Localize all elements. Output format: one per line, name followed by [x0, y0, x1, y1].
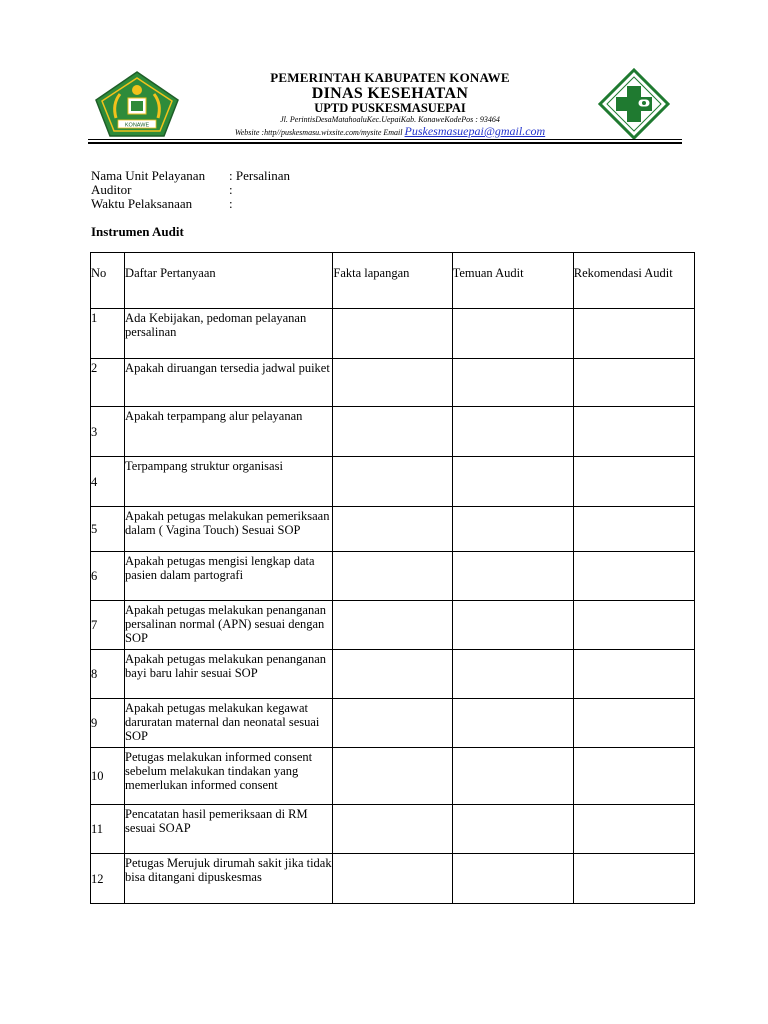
- row-question: Apakah petugas melakukan pemeriksaan dalam ( Vagina Touch) Sesuai SOP: [125, 507, 333, 552]
- cell-finding[interactable]: [452, 748, 573, 805]
- cell-fact[interactable]: [333, 552, 452, 601]
- cell-fact[interactable]: [333, 457, 452, 507]
- row-question: Apakah terpampang alur pelayanan: [125, 407, 333, 457]
- cell-finding[interactable]: [452, 650, 573, 699]
- header-recommendation: Rekomendasi Audit: [573, 253, 694, 309]
- cell-recommendation[interactable]: [573, 650, 694, 699]
- table-row: [91, 748, 695, 805]
- field-time: [91, 196, 233, 212]
- cell-fact[interactable]: [333, 650, 452, 699]
- field-time-sep: :: [229, 196, 233, 211]
- row-question: Terpampang struktur organisasi: [125, 457, 333, 507]
- table-row: [91, 805, 695, 854]
- department-name: DINAS KESEHATAN: [311, 85, 469, 102]
- website-line: [190, 124, 590, 139]
- table-row: [91, 407, 695, 457]
- row-no: 9: [91, 699, 125, 748]
- row-question: Ada Kebijakan, pedoman pelayanan persalinan: [125, 309, 333, 359]
- row-no: 12: [91, 854, 125, 904]
- field-unit-value: Persalinan: [235, 168, 291, 183]
- unit-name: UPTD PUSKESMASUEPAI: [314, 101, 466, 115]
- row-no: 4: [91, 457, 125, 507]
- row-question: Apakah petugas melakukan penanganan persalinan normal (APN) sesuai dengan SOP: [125, 601, 333, 650]
- cell-recommendation[interactable]: [573, 457, 694, 507]
- cell-recommendation[interactable]: [573, 407, 694, 457]
- field-unit-label: Nama Unit Pelayanan: [91, 168, 206, 183]
- table-row: [91, 507, 695, 552]
- government-name: PEMERINTAH KABUPATEN KONAWE: [270, 70, 510, 85]
- cell-recommendation[interactable]: [573, 507, 694, 552]
- row-no: 7: [91, 601, 125, 650]
- field-unit-sep: :: [229, 168, 233, 183]
- cell-fact[interactable]: [333, 854, 452, 904]
- row-question: Pencatatan hasil pemeriksaan di RM sesuai SOAP: [125, 805, 333, 854]
- row-no: 1: [91, 309, 125, 359]
- cell-fact[interactable]: [333, 359, 452, 407]
- cell-recommendation[interactable]: [573, 805, 694, 854]
- audit-table: [90, 252, 695, 904]
- row-question: Apakah diruangan tersedia jadwal puiket: [125, 359, 333, 407]
- field-auditor-label: Auditor: [91, 182, 132, 197]
- row-question: Petugas Merujuk dirumah sakit jika tidak bisa ditangani dipuskesmas: [125, 854, 333, 904]
- cell-finding[interactable]: [452, 699, 573, 748]
- table-row: [91, 457, 695, 507]
- cell-recommendation[interactable]: [573, 748, 694, 805]
- cell-finding[interactable]: [452, 552, 573, 601]
- row-no: 2: [91, 359, 125, 407]
- email-link[interactable]: Puskesmasuepai@gmail.com: [404, 124, 546, 138]
- header-no: No: [91, 253, 125, 309]
- cell-finding[interactable]: [452, 407, 573, 457]
- cell-finding[interactable]: [452, 309, 573, 359]
- cell-recommendation[interactable]: [573, 552, 694, 601]
- row-no: 6: [91, 552, 125, 601]
- cell-recommendation[interactable]: [573, 359, 694, 407]
- cell-finding[interactable]: [452, 805, 573, 854]
- row-no: 10: [91, 748, 125, 805]
- header-fact: Fakta lapangan: [333, 253, 452, 309]
- row-no: 3: [91, 407, 125, 457]
- cell-finding[interactable]: [452, 507, 573, 552]
- cell-fact[interactable]: [333, 309, 452, 359]
- cell-fact[interactable]: [333, 748, 452, 805]
- table-header-row: [91, 253, 695, 309]
- table-row: [91, 650, 695, 699]
- cell-finding[interactable]: [452, 601, 573, 650]
- cell-recommendation[interactable]: [573, 309, 694, 359]
- row-question: Apakah petugas melakukan penanganan bayi baru lahir sesuai SOP: [125, 650, 333, 699]
- field-auditor-sep: :: [229, 182, 233, 197]
- konawe-regency-logo: [94, 70, 180, 138]
- row-question: Apakah petugas mengisi lengkap data pasien dalam partografi: [125, 552, 333, 601]
- header-rule-thick: [88, 142, 682, 144]
- cell-fact[interactable]: [333, 699, 452, 748]
- logo-banner-text: KONAWE: [124, 122, 150, 129]
- table-row: [91, 854, 695, 904]
- row-question: Apakah petugas melakukan kegawat daruratan maternal dan neonatal sesuai SOP: [125, 699, 333, 748]
- address-line: Jl. PerintisDesaMatahoaluKec.UepaiKab. KonaweKodePos : 93464: [280, 115, 500, 124]
- header-question: Daftar Pertanyaan: [125, 253, 333, 309]
- cell-finding[interactable]: [452, 359, 573, 407]
- cell-fact[interactable]: [333, 507, 452, 552]
- cell-fact[interactable]: [333, 601, 452, 650]
- cell-finding[interactable]: [452, 457, 573, 507]
- cell-recommendation[interactable]: [573, 854, 694, 904]
- section-title: Instrumen Audit: [91, 224, 184, 239]
- row-no: 8: [91, 650, 125, 699]
- table-row: [91, 699, 695, 748]
- cell-finding[interactable]: [452, 854, 573, 904]
- cell-fact[interactable]: [333, 407, 452, 457]
- table-row: [91, 359, 695, 407]
- cell-recommendation[interactable]: [573, 699, 694, 748]
- cell-recommendation[interactable]: [573, 601, 694, 650]
- header-finding: Temuan Audit: [452, 253, 573, 309]
- table-row: [91, 601, 695, 650]
- table-row: [91, 309, 695, 359]
- row-no: 5: [91, 507, 125, 552]
- website-text: Website :http//puskesmasu.wixsite.com/mysite Email: [234, 128, 403, 137]
- puskesmas-logo: [598, 68, 670, 140]
- field-time-label: Waktu Pelaksanaan: [91, 196, 193, 211]
- cell-fact[interactable]: [333, 805, 452, 854]
- row-no: 11: [91, 805, 125, 854]
- table-row: [91, 552, 695, 601]
- row-question: Petugas melakukan informed consent sebelum melakukan tindakan yang memerlukan informed consent: [125, 748, 333, 805]
- header-rule-thin: [88, 139, 682, 140]
